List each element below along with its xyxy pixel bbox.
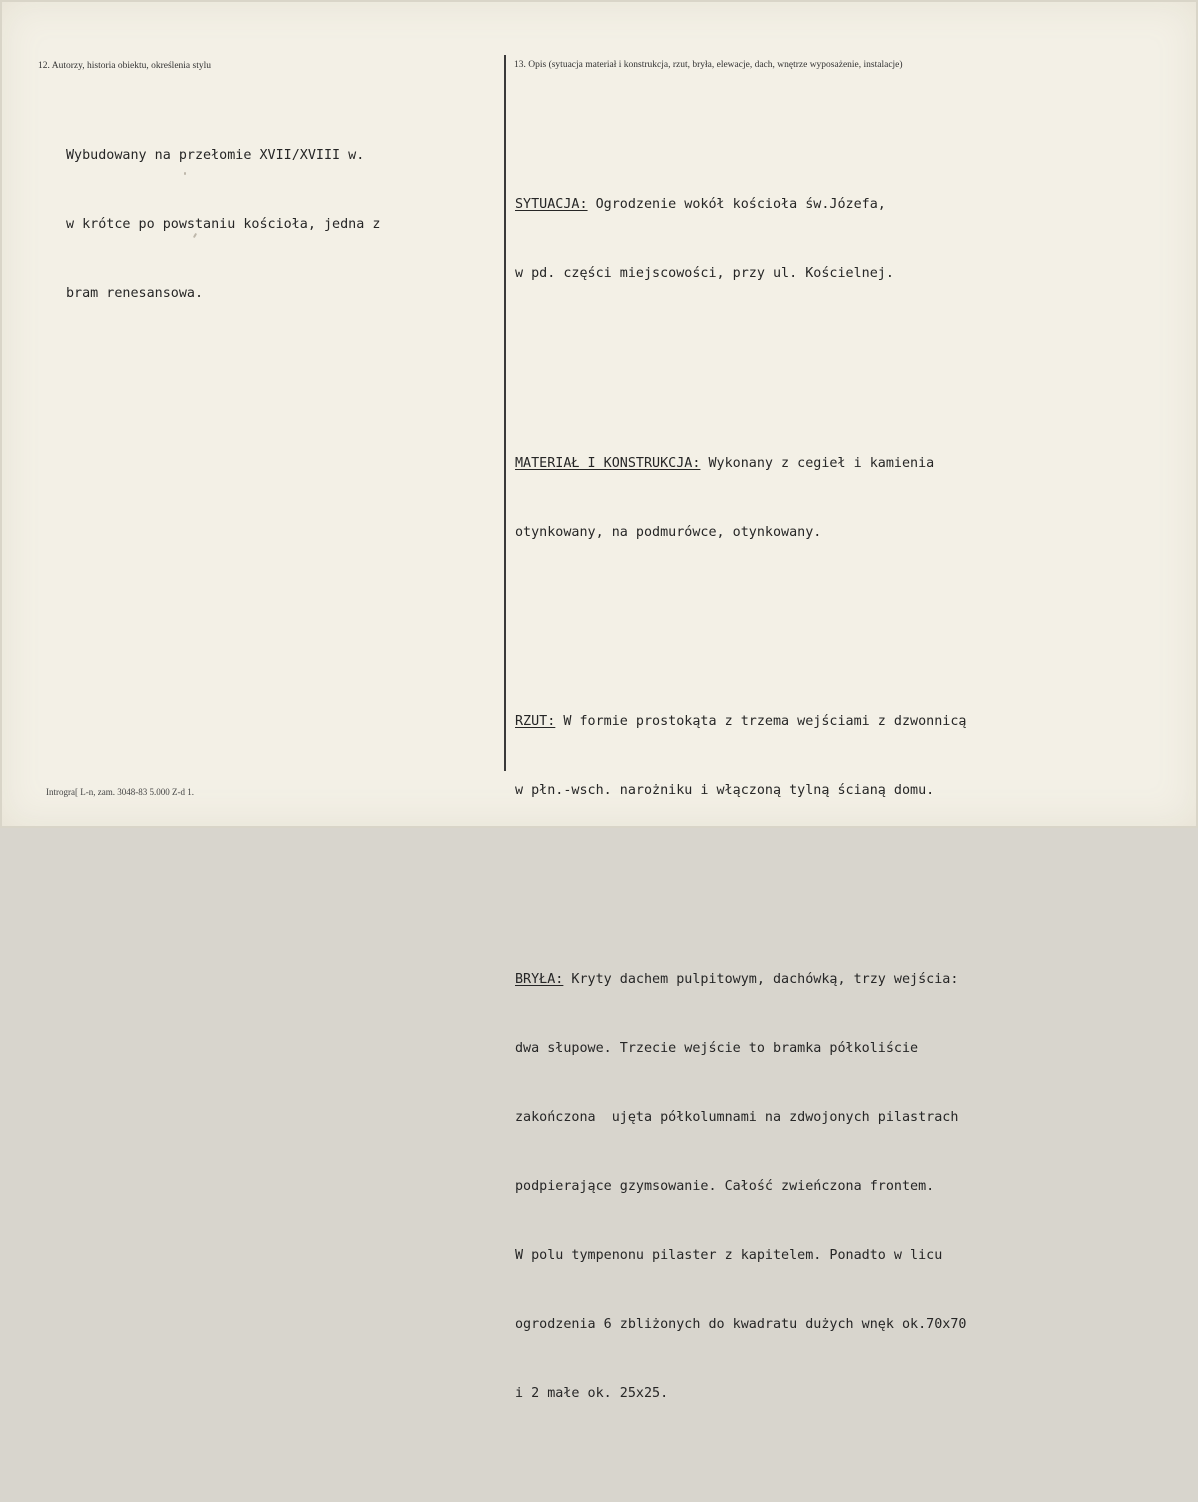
- left-column-header: 12. Autorzy, historia obiektu, określenia stylu: [38, 61, 211, 71]
- history-line: Wybudowany na przełomie XVII/XVIII w.: [66, 148, 365, 163]
- bryla-line: dwa słupowe. Trzecie wejście to bramka półkoliście: [515, 1041, 919, 1056]
- history-text: [66, 98, 486, 351]
- bryla-line: i 2 małe ok. 25x25.: [515, 1386, 669, 1401]
- material-line: Wykonany z cegieł i kamienia: [700, 456, 935, 471]
- section-label-bryla: BRYŁA:: [515, 972, 564, 987]
- description-text: [515, 78, 1115, 1502]
- bryla-line: W polu tympenonu pilaster z kapitelem. Ponadto w licu: [515, 1248, 943, 1263]
- bryla-line: zakończona ujęta półkolumnami na zdwojonych pilastrach: [515, 1110, 959, 1125]
- bryla-line: ogrodzenia 6 zbliżonych do kwadratu dużych wnęk ok.70x70: [515, 1317, 967, 1332]
- bryla-line: podpierające gzymsowanie. Całość zwieńczona frontem.: [515, 1179, 935, 1194]
- history-line: w krótce po powstaniu kościoła, jedna z: [66, 217, 381, 232]
- sytuacja-line: Ogrodzenie wokół kościoła św.Józefa,: [587, 197, 886, 212]
- section-label-sytuacja: SYTUACJA:: [515, 197, 588, 212]
- right-column-header: 13. Opis (sytuacja materiał i konstrukcja, rzut, bryła, elewacje, dach, wnętrze wyposażenie, instalacje): [514, 60, 903, 70]
- column-divider: [504, 55, 506, 771]
- section-rzut: [515, 664, 1115, 848]
- printer-imprint: Introgra[ L-n, zam. 3048-83 5.000 Z-d 1.: [46, 787, 194, 797]
- section-material: [515, 406, 1115, 590]
- paper-speck: [184, 172, 186, 175]
- section-label-material: MATERIAŁ I KONSTRUKCJA:: [515, 456, 701, 471]
- section-bryla: [515, 922, 1115, 1451]
- bryla-line: Kryty dachem pulpitowym, dachówką, trzy wejścia:: [563, 972, 959, 987]
- rzut-line: W formie prostokąta z trzema wejściami z dzwonnicą: [555, 714, 967, 729]
- section-label-rzut: RZUT:: [515, 714, 556, 729]
- history-line: bram renesansowa.: [66, 286, 204, 301]
- material-line: otynkowany, na podmurówce, otynkowany.: [515, 525, 822, 540]
- section-sytuacja: [515, 147, 1115, 331]
- sytuacja-line: w pd. części miejscowości, przy ul. Kościelnej.: [515, 266, 894, 281]
- rzut-line: w płn.-wsch. narożniku i włączoną tylną ścianą domu.: [515, 783, 935, 798]
